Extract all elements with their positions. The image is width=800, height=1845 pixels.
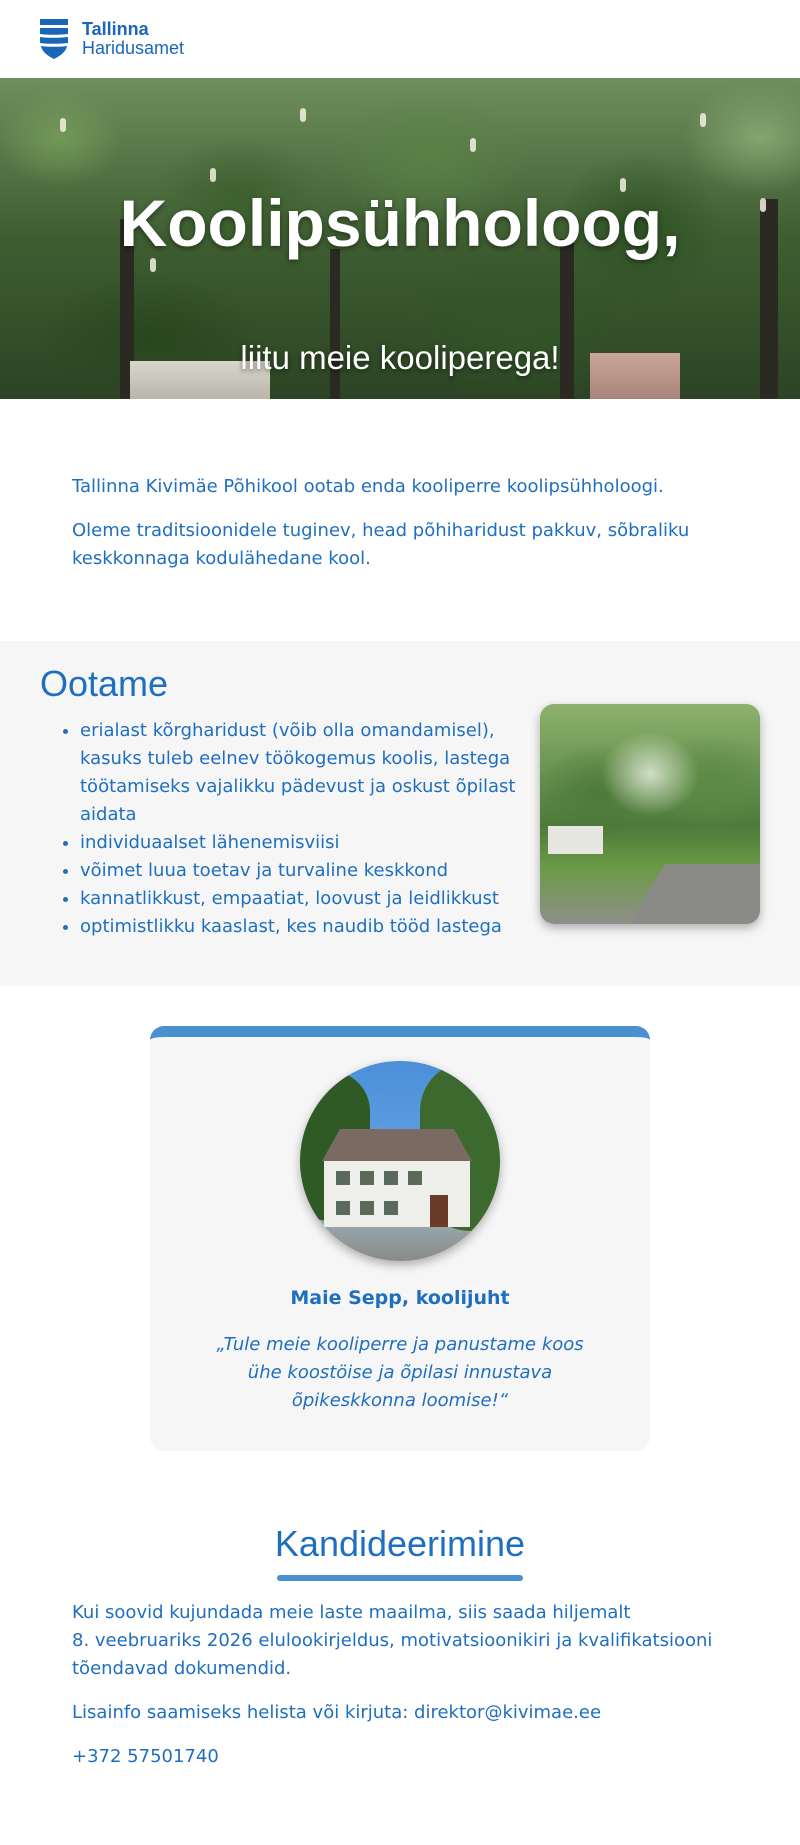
hero-banner <box>0 78 800 399</box>
list-item: • erialast kõrgharidust (võib olla omandamisel), kasuks tuleb eelnev töökogemus koolis, lastega töötamiseks vajalikku pädevust ja oskust õpilast aidata <box>80 717 540 829</box>
intro-paragraph-2: Oleme traditsioonidele tuginev, head põhiharidust pakkuv, sõbraliku keskkonnaga kodulähedane kool. <box>72 520 690 569</box>
contact-line <box>72 1699 728 1727</box>
ootame-heading: Ootame <box>40 663 169 704</box>
site-header <box>0 0 800 78</box>
logo-line-2: Haridusamet <box>82 38 185 58</box>
logo-line-1: Tallinna <box>82 19 149 39</box>
application-section <box>0 1451 800 1771</box>
requirements-list <box>80 717 540 941</box>
list-item: • optimistlikku kaaslast, kes naudib tööd lastega <box>80 913 540 941</box>
contact-prefix: Lisainfo saamiseks helista või kirjuta: <box>72 1702 415 1723</box>
intro-paragraph-1: Tallinna Kivimäe Põhikool ootab enda kooliperre koolipsühholoogi. <box>72 476 664 497</box>
principal-card-wrapper <box>0 986 800 1451</box>
principal-name: Maie Sepp, koolijuht <box>290 1287 510 1309</box>
list-item: • kannatlikkust, empaatiat, loovust ja leidlikkust <box>80 885 540 913</box>
application-heading: Kandideerimine <box>274 1523 526 1564</box>
avatar <box>300 1061 500 1261</box>
email-link[interactable]: direktor@kivimae.ee <box>414 1702 602 1723</box>
list-item: • võimet luua toetav ja turvaline keskkond <box>80 857 540 885</box>
ootame-section <box>0 641 800 986</box>
tallinn-shield-icon <box>38 17 70 61</box>
hero-subtitle: liitu meie kooliperega! <box>240 339 560 376</box>
hero-title: Koolipsühholoog, <box>119 186 681 260</box>
phone-number[interactable]: +372 57501740 <box>72 1746 219 1767</box>
application-instructions <box>72 1599 728 1683</box>
list-item: • individuaalset lähenemisviisi <box>80 829 540 857</box>
application-line-1: Kui soovid kujundada meie laste maailma, siis saada hiljemalt <box>72 1602 631 1623</box>
intro-section <box>0 399 800 641</box>
principal-quote: „Tule meie kooliperre ja panustame koos ühe koostöise ja õpilasi innustava õpikeskkonna loomise!“ <box>216 1334 584 1411</box>
application-line-2: 8. veebruariks 2026 elulookirjeldus, motivatsioonikiri ja kvalifikatsiooni tõendavad dokumendid. <box>72 1630 713 1679</box>
principal-card <box>150 1026 650 1451</box>
school-yard-photo <box>540 704 760 924</box>
logo[interactable] <box>38 17 184 61</box>
